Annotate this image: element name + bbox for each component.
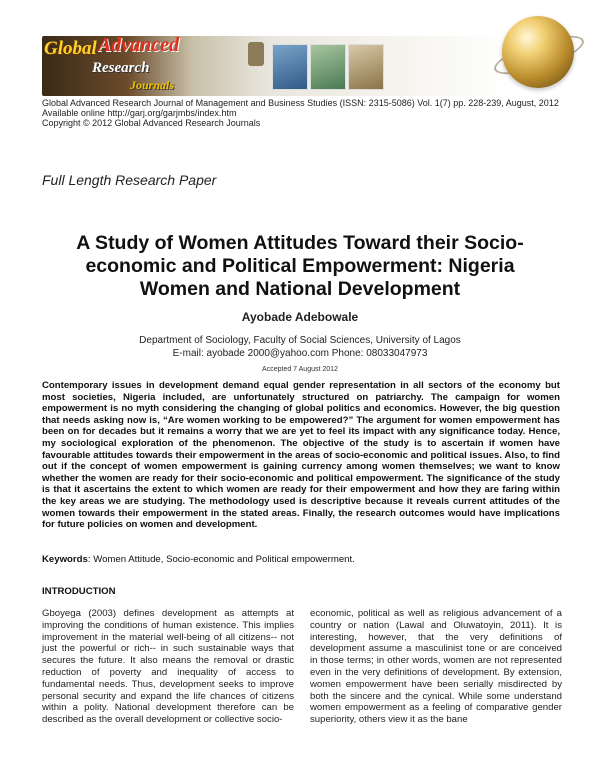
paper-type: Full Length Research Paper <box>42 172 217 188</box>
banner-photo-tile <box>272 44 308 90</box>
journal-metadata <box>42 98 562 128</box>
logo-text-journals: Journals <box>130 78 175 92</box>
banner-figure-icon <box>248 42 264 66</box>
banner-photo-tile <box>310 44 346 90</box>
journal-citation: Global Advanced Research Journal of Management and Business Studies (ISSN: 2315-5086) Vol. 1(7) pp. 228-239, August, 2012 <box>42 98 559 108</box>
keywords-list: : Women Attitude, Socio-economic and Political empowerment. <box>87 554 355 565</box>
logo-text-advanced: Advanced <box>98 34 180 56</box>
journal-copyright: Copyright © 2012 Global Advanced Research Journals <box>42 118 261 128</box>
keywords-label: Keywords <box>42 554 88 565</box>
logo-text-global: Global <box>44 38 97 59</box>
golden-globe-icon <box>502 16 574 88</box>
logo-text-research: Research <box>92 60 150 76</box>
author-affiliation: Department of Sociology, Faculty of Social Sciences, University of Lagos <box>139 335 461 346</box>
introduction-right-column: economic, political as well as religious advancement of a country or nation (Lawal and Oluwatoyin, 2011). It is interesting, however, that the very definitions of development assume a masculinist tone or are conceived in those terms; in other words, women are not represented even in the very definitions of development. By extension, women empowerment have been serially misdirected by both the sincere and the cynical. While some understand women empowerment as a feeling of comparative gender superiority, others view it as the bane <box>310 608 562 726</box>
introduction-heading: INTRODUCTION <box>42 586 116 597</box>
introduction-left-column: Gboyega (2003) defines development as attempts at improving the conditions of human existence. This implies improvement in the material well-being of all citizens-- not just the powerful or rich-- in such sustainable ways that secures the future. It also means the removal or drastic reduction of poverty and inequality of access to fundamental needs. Thus, development seeks to improve personal security and expand the life chances of citizens within a polity. National development therefore can be described as the overall development or collective socio- <box>42 608 294 726</box>
author-affiliation-block <box>0 334 600 360</box>
author-name: Ayobade Adebowale <box>241 310 359 324</box>
banner-photo-tile <box>348 44 384 90</box>
accepted-date: Accepted 7 August 2012 <box>262 366 338 373</box>
journal-availability: Available online http://garj.org/garjmbs/index.htm <box>42 108 237 118</box>
abstract: Contemporary issues in development demand equal gender representation in all sectors of the economy but most societies, Nigeria included, are unfortunately structured on patriarchy. The campaign for women empowerment is no myth considering the changing of global politics and economics. However, the big question that needs asking now is, “Are women working to be empowered?” The argument for women empowerment has been on for decades but it remains a worry that we are yet to feel its impact with any significance today. Hence, my sociological exploration of the phenomenon. The objective of the study is to ascertain if women have favourable attitudes towards their empowerment in the areas of socio-economic and political issues. Also, to find out if the concept of women empowerment is gaining currency among women themselves; we want to know whether the women are ready for their socio-economic and political empowerment. The significance of the study is that it ascertains the extent to which women are ready for their empowerment and how they are faring within the key areas we are studying. The methodology used is descriptive because it reveals current attitudes of the women towards their empowerment in the stated areas. Finally, the research outcomes would have implications for future policies on women and development. <box>42 380 560 531</box>
paper-title: A Study of Women Attitudes Toward their Socio-economic and Political Empowerment: Nigeria Women and National Development <box>76 232 524 300</box>
journal-banner <box>40 14 570 100</box>
keywords <box>42 554 560 565</box>
author-contact: E-mail: ayobade 2000@yahoo.com Phone: 08033047973 <box>172 348 428 359</box>
